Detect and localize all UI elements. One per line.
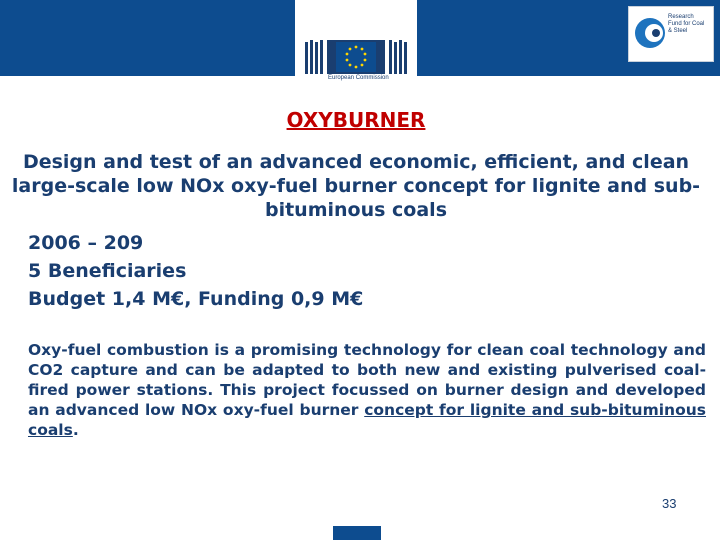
description-end: . [72,421,79,439]
fact-budget: Budget 1,4 M€, Funding 0,9 M€ [28,288,364,310]
page-number: 33 [662,496,677,511]
european-commission-label [328,75,389,82]
ec-logo-text: European Commission [328,75,389,81]
footer-bar [333,526,381,540]
rfcs-logo-icon [634,11,666,55]
rfcs-label [668,14,708,35]
description-text: Oxy-fuel combustion is a promising technology for clean coal technology and CO2 capture and can be adapted to both new and existing pulverised coal-fired power stations. This project focussed on burner design and developed an advanced low NOx oxy-fuel burner [28,341,706,419]
slide-subtitle: Design and test of an advanced economic, efficient, and clean large-scale low NOx oxy-fuel burner concept for lignite and sub-bituminous coals [11,151,701,221]
project-facts [28,229,363,313]
european-commission-logo-icon [305,40,407,76]
slide-title: OXYBURNER [286,108,426,132]
project-description [28,340,706,440]
fact-beneficiaries: 5 Beneficiaries [28,260,187,282]
description-underlined-text: concept for lignite and sub-bituminous coals [28,401,706,439]
fact-duration: 2006 – 209 [28,232,144,254]
rfcs-logo-text: Research Fund for Coal & Steel [668,14,705,34]
